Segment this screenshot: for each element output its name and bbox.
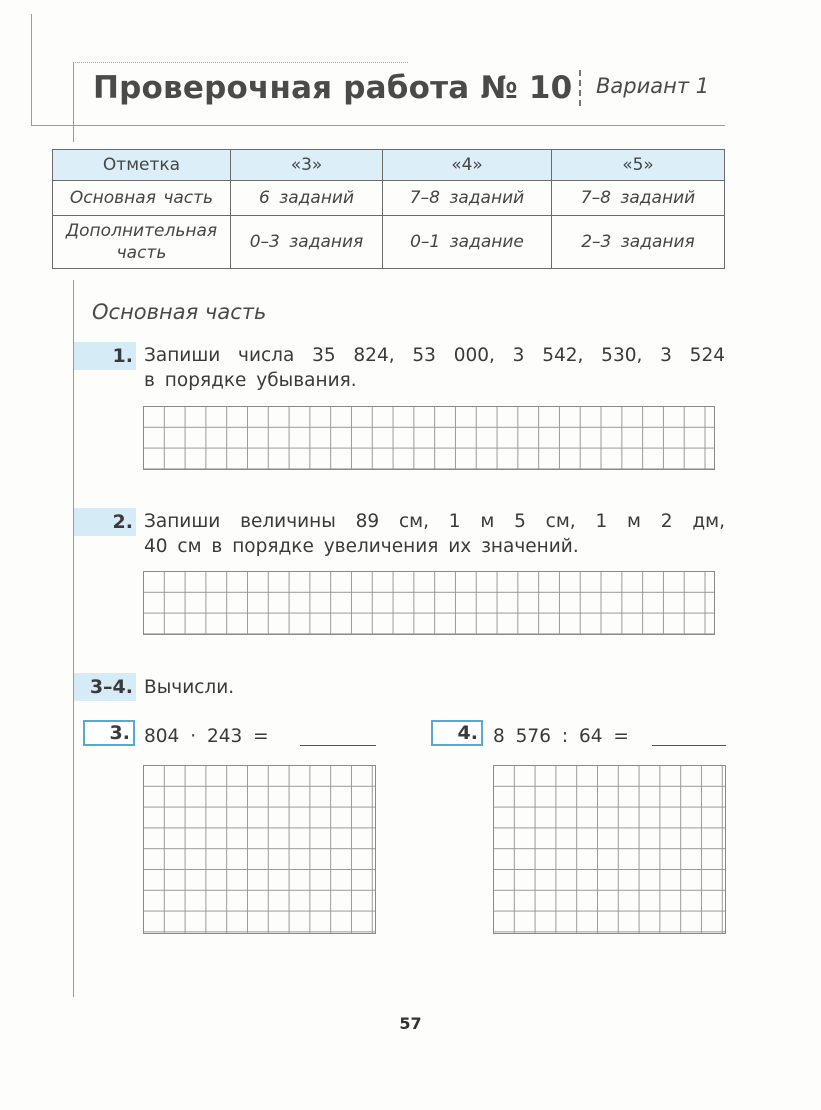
table-cell: 7–8 заданий [552, 181, 725, 216]
task-2-answer-grid[interactable] [143, 571, 715, 635]
page-title: Проверочная работа № 10 [93, 70, 573, 106]
task-3-answer-line[interactable] [300, 745, 376, 746]
header-cell: «5» [552, 150, 725, 181]
table-cell: 7–8 заданий [383, 181, 552, 216]
row-label: Дополнительная часть [53, 216, 231, 269]
header-cell: «4» [383, 150, 552, 181]
task-3-expression: 804 · 243 = [144, 726, 269, 747]
header-frame-top [73, 62, 408, 63]
grades-table-header [53, 150, 725, 181]
header-title-bar [73, 62, 74, 142]
header-frame-left [31, 14, 32, 126]
task-2-number: 2. [74, 508, 136, 536]
variant-separator [579, 70, 581, 106]
task-1-answer-grid[interactable] [143, 406, 715, 470]
task-4-work-grid[interactable] [493, 765, 726, 934]
table-row [53, 181, 725, 216]
table-cell: 0–3 задания [231, 216, 383, 269]
task-2-text-line2: 40 см в порядке увеличения их значений. [144, 536, 579, 557]
table-row [53, 216, 725, 269]
task-4-number: 4. [431, 720, 483, 746]
grades-table [52, 149, 725, 269]
table-cell: 0–1 задание [383, 216, 552, 269]
task-3-4-number: 3–4. [74, 673, 136, 701]
page-number: 57 [399, 1014, 422, 1033]
header-frame-bottom [31, 125, 725, 126]
task-2-text-line1: Запиши величины 89 см, 1 м 5 см, 1 м 2 дм, [144, 511, 725, 532]
task-1-text-line1: Запиши числа 35 824, 53 000, 3 542, 530, 3 524 [144, 345, 725, 366]
header-cell: «3» [231, 150, 383, 181]
task-3-4-text: Вычисли. [144, 677, 235, 698]
row-label: Основная часть [53, 181, 231, 216]
table-cell: 6 заданий [231, 181, 383, 216]
table-cell: 2–3 задания [552, 216, 725, 269]
task-3-number: 3. [83, 720, 135, 746]
task-4-answer-line[interactable] [652, 745, 726, 746]
header-cell: Отметка [53, 150, 231, 181]
task-1-text-line2: в порядке убывания. [144, 370, 357, 391]
task-1-number: 1. [74, 342, 136, 370]
task-3-work-grid[interactable] [143, 765, 376, 934]
left-margin-line [73, 280, 74, 997]
task-4-expression: 8 576 : 64 = [493, 726, 629, 747]
section-title: Основная часть [92, 300, 267, 324]
variant-label: Вариант 1 [596, 74, 710, 98]
